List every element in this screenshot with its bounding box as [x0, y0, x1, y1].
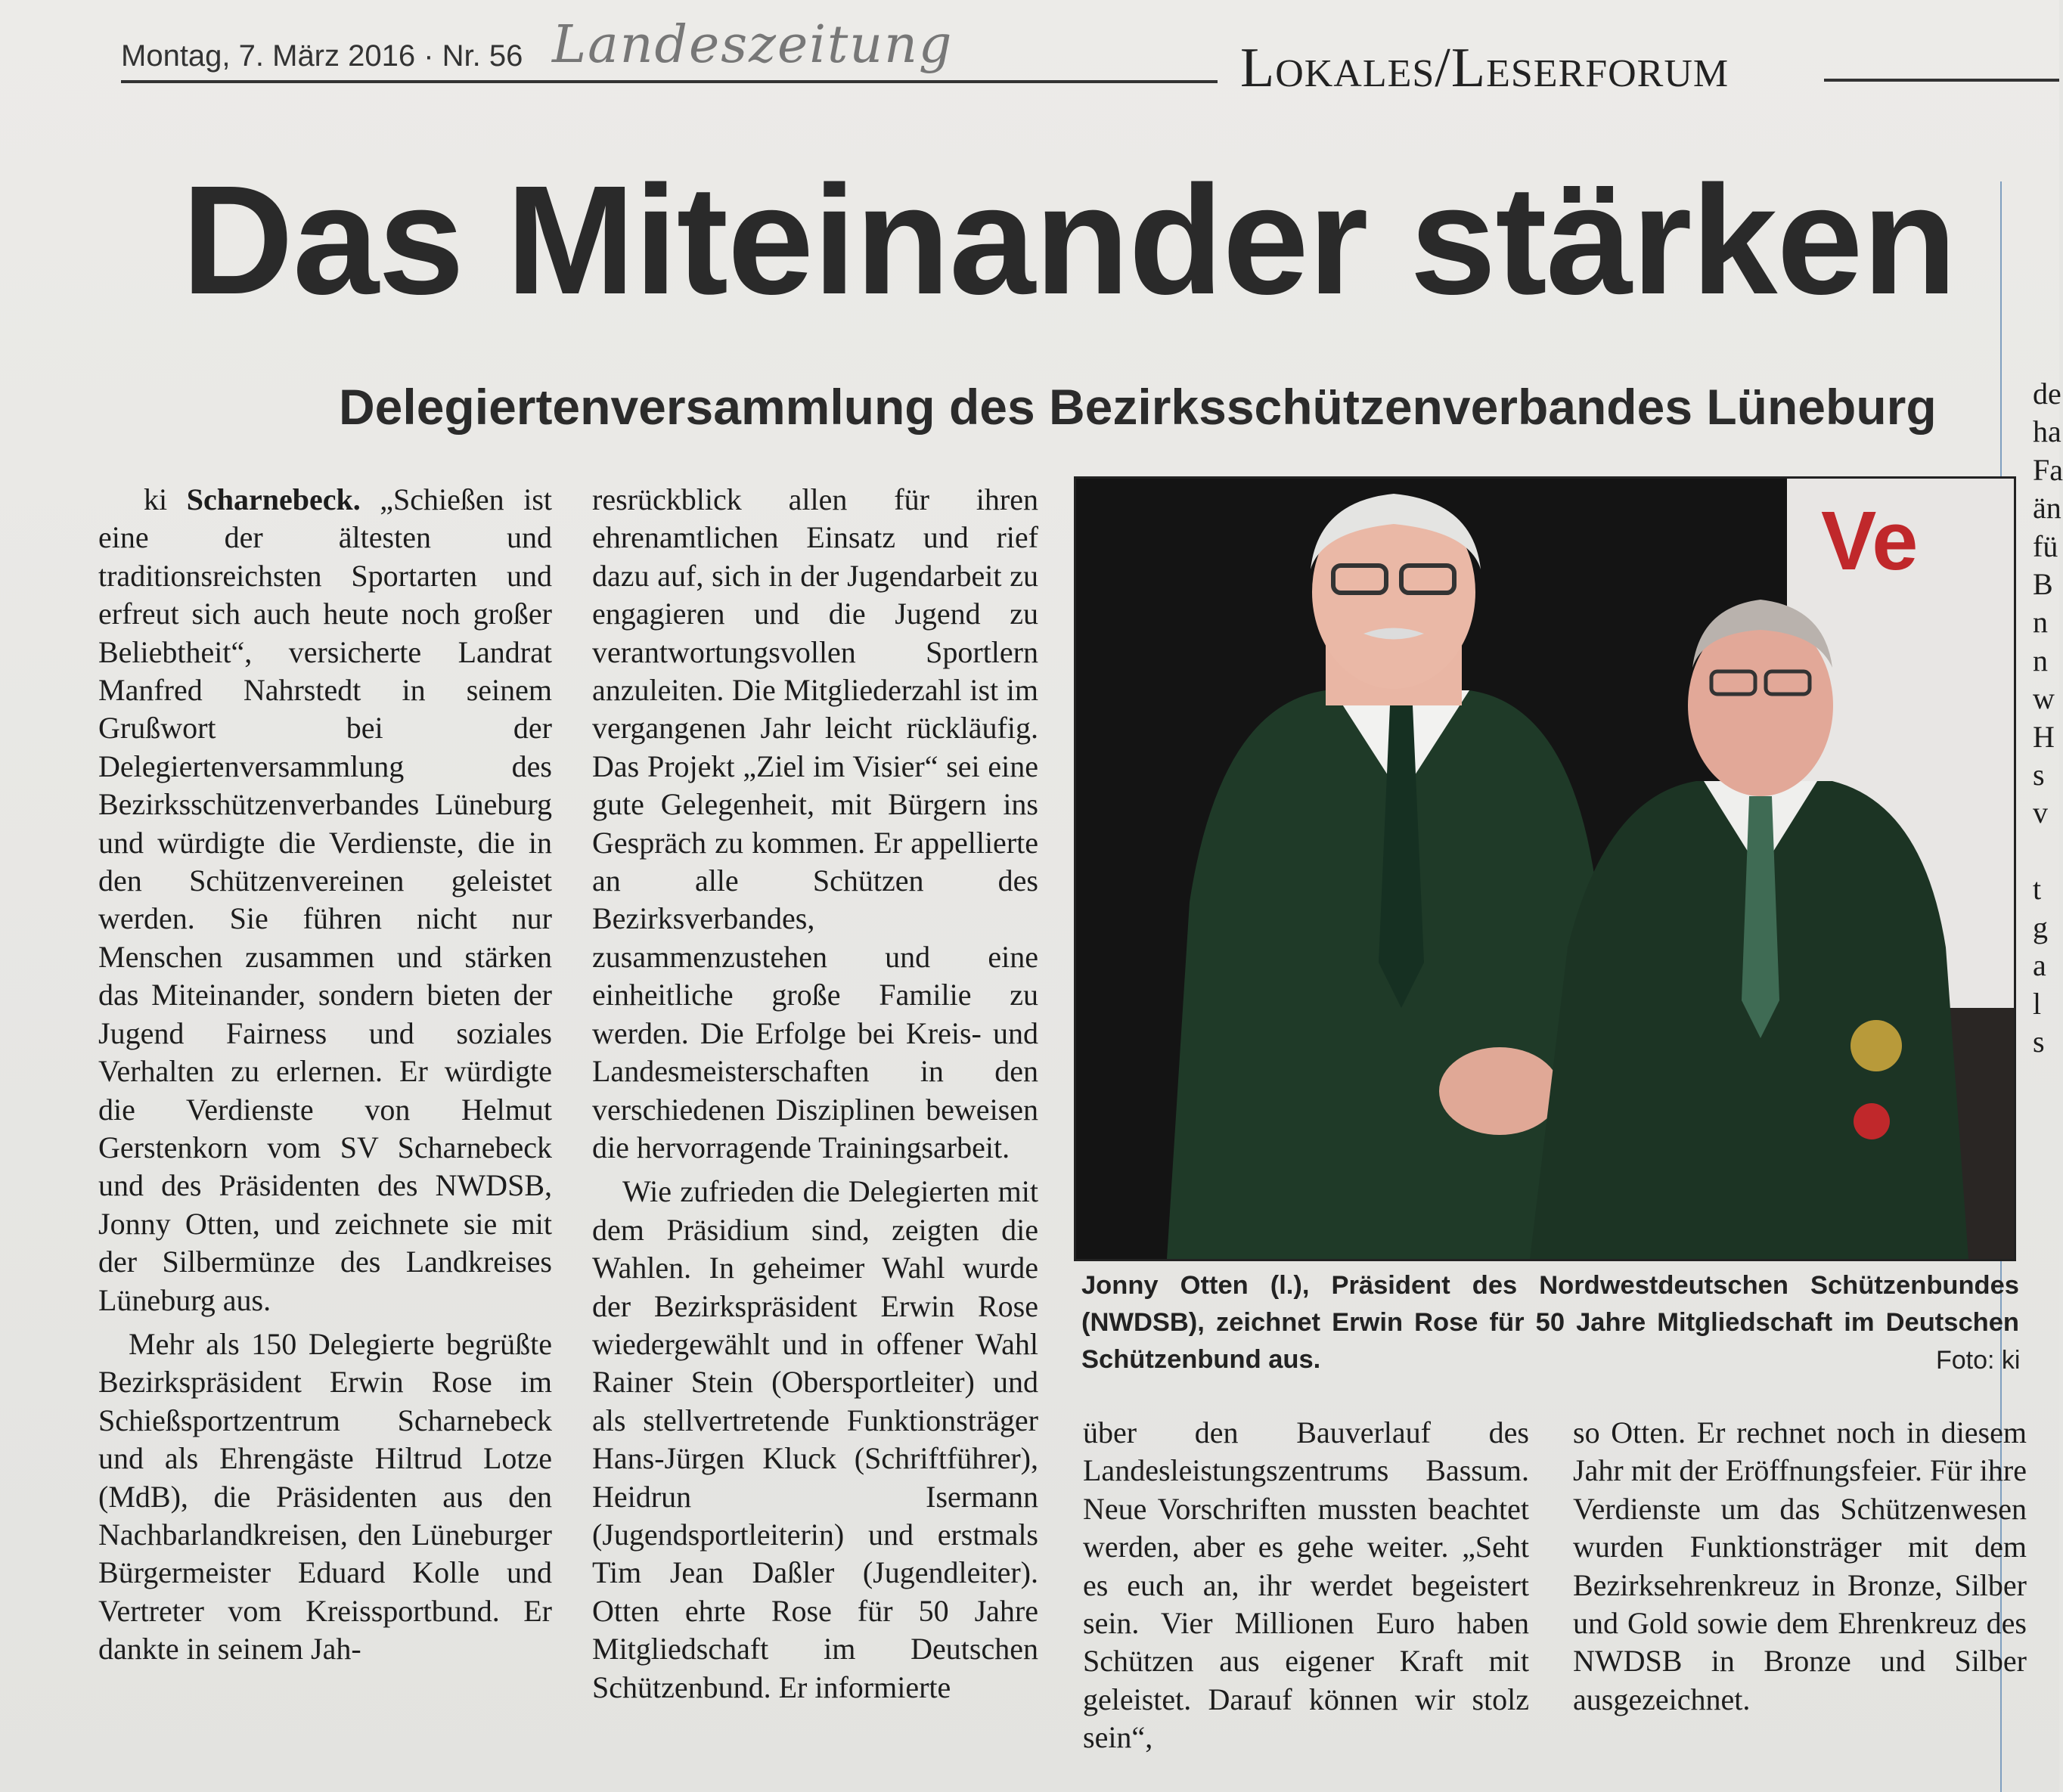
fragment-line: Fa: [2033, 452, 2063, 487]
neighbor-column-fragments: [2033, 375, 2063, 1061]
fragment-line: fü: [2033, 529, 2058, 563]
paragraph-text: „Schießen ist eine der ältesten und traditionsreichsten Sportarten und erfreut sich auch heute noch großer Beliebtheit“, versicherte Landrat Manfred Nahrstedt in seinem Grußwort bei der Delegiertenversammlung des Bezirksschützenverbandes Lüneburg und würdigte die Verdienste, die in den Schützenvereinen geleistet werden. Sie führen nicht nur Menschen zusammen und stärken das Miteinander, sondern bieten der Jugend Fairness und soziales Verhalten zu erlernen. Er würdigte die Verdienste von Helmut Gerstenkorn vom SV Scharnebeck und des Präsidenten des NWDSB, Jonny Otten, und zeichnete sie mit der Silbermünze des Landkreises Lüneburg aus.: [98, 482, 553, 1317]
fragment-line: g: [2033, 910, 2048, 944]
paragraph: so Otten. Er rechnet noch in diesem Jahr mit der Eröffnungsfeier. Für ihre Verdienste um das Schützenwesen wurden Funktionsträger mit dem Bezirksehrenkreuz in Bronze, Silber und Gold sowie dem Ehrenkreuz des NWDSB in Bronze und Silber ausgezeichnet.: [1573, 1415, 2027, 1716]
photo-credit: Foto: ki: [1936, 1346, 2021, 1375]
photo-caption: Jonny Otten (l.), Präsident des Nordwestdeutschen Schützenbundes (NWDSB), zeichnet Erwin Rose für 50 Jahre Mitgliedschaft im Deutschen Schützenbund aus.: [1081, 1271, 2019, 1374]
paragraph: [98, 481, 552, 1319]
fragment-line: s: [2033, 758, 2045, 792]
fragment-line: l: [2033, 986, 2042, 1021]
paragraph: Mehr als 150 Delegierte begrüßte Bezirkspräsident Erwin Rose im Schießsportzentrum Scharnebeck und als Ehrengäste Hiltrud Lotze (MdB), die Präsidenten aus den Nachbarlandkreisen, den Lüneburger Bürgermeister Eduard Kolle und Vertreter vom Kreissportbund. Er dankte in seinem Jah-: [98, 1326, 552, 1666]
fragment-line: n: [2033, 643, 2048, 677]
paragraph: resrückblick allen für ihren ehrenamtlichen Einsatz und rief dazu auf, sich in der Jugendarbeit zu engagieren und die Jugend zu verantwortungsvollen Sportlern anzuleiten. Die Mitgliederzahl ist im vergangenen Jahr leicht rückläufig. Das Projekt „Ziel im Visier“ sei eine gute Gelegenheit, mit Bürgern ins Gespräch zu kommen. Er appellierte an alle Schützen des Bezirksverbandes, zusammenzustehen und eine einheitliche große Familie zu werden. Die Erfolge bei Kreis- und Landesmeisterschaften in den verschiedenen Disziplinen beweisen die hervorragende Trainingsarbeit.: [592, 482, 1038, 1164]
fragment-line: w: [2033, 681, 2055, 716]
header-rule-left: [121, 80, 1218, 83]
article-column-1: [98, 481, 552, 1669]
dateline-place: Scharnebeck.: [186, 482, 361, 516]
handwritten-note: Landeszeitung: [552, 15, 954, 75]
fragment-line: v: [2033, 795, 2048, 830]
article-column-3: [1083, 1414, 1529, 1757]
fragment-line: s: [2033, 1024, 2045, 1059]
headline: Das Miteinander stärken: [181, 153, 1956, 327]
fragment-line: n: [2033, 605, 2048, 640]
subheadline: Delegiertenversammlung des Bezirksschützenverbandes Lüneburg: [339, 379, 1937, 435]
article-column-4: [1573, 1414, 2027, 1719]
fragment-line: t: [2033, 872, 2042, 907]
issue-date: Montag, 7. März 2016 · Nr. 56: [121, 39, 523, 73]
article-photo: [1074, 476, 2016, 1261]
banner-text: Ve: [1821, 495, 1919, 588]
header-rule-right: [1824, 79, 2059, 82]
photo-illustration: [1076, 479, 2014, 1259]
paragraph: Wie zufrieden die Delegierten mit dem Präsidium sind, zeigten die Wahlen. In geheimer Wahl wurde der Bezirkspräsident Erwin Rose wiedergewählt und in offener Wahl Rainer Stein (Obersportleiter) und als stellvertretende Funktionsträger Hans-Jürgen Kluck (Schriftführer), Heidrun Isermann (Jugendsportleiterin) und erstmals Tim Jean Daßler (Jugendleiter). Otten ehrte Rose für 50 Jahre Mitgliedschaft im Deutschen Schützenbund. Er informierte: [592, 1174, 1038, 1704]
section-title: Lokales/Leserforum: [1240, 37, 1730, 99]
paragraph: über den Bauverlauf des Landesleistungszentrums Bassum. Neue Vorschriften mussten beachtet werden, aber es gehe weiter. „Seht es euch an, ihr werdet begeistert sein. Vier Millionen Euro haben Schützen aus eigener Kraft mit geleistet. Darauf können wir stolz sein“,: [1083, 1415, 1529, 1755]
fragment-line: H: [2033, 719, 2055, 754]
fragment-line: a: [2033, 948, 2046, 983]
article-column-2: [592, 481, 1038, 1707]
author-initials: ki: [144, 482, 168, 516]
fragment-line: ha: [2033, 414, 2061, 449]
fragment-line: B: [2033, 567, 2053, 602]
fragment-line: de: [2033, 377, 2061, 411]
fragment-line: än: [2033, 491, 2061, 526]
fragment-line: [2033, 832, 2063, 870]
